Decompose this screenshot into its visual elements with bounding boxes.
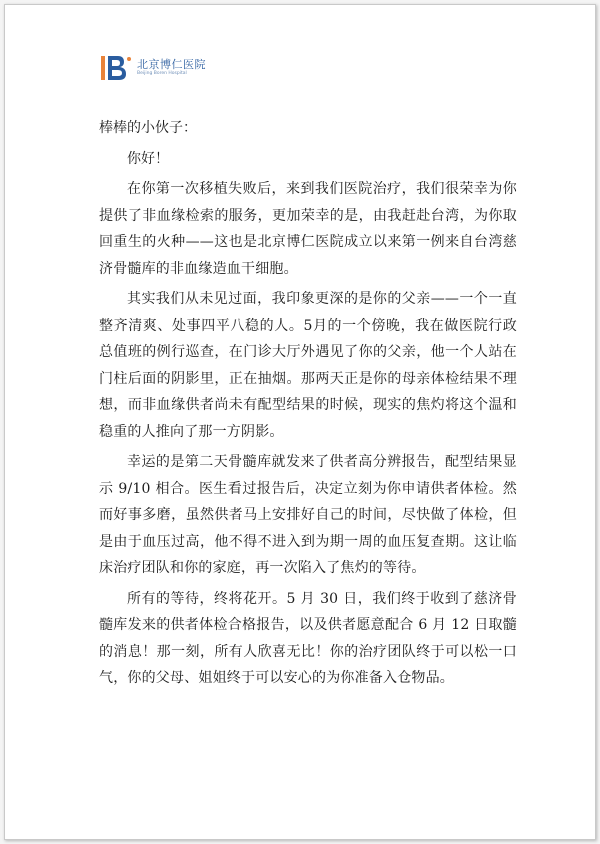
letter-greeting: 你好！ — [127, 150, 169, 167]
hospital-logo-mark-icon — [99, 53, 133, 83]
hospital-name-cn: 北京博仁医院 — [137, 58, 206, 72]
letter-paragraph: 其实我们从未见过面，我印象更深的是你的父亲——一个一直整齐清爽、处事四平八稳的人。5月的一个傍晚，我在做医院行政总值班的例行巡查，在门诊大厅外遇见了你的父亲，他一个人站在门柱后面的阴影里，正在抽烟。那两天正是你的母亲体检结果不理想，而非血缘供者尚未有配型结果的时候，现实的焦灼将这个温和稳重的人推向了那一方阴影。 — [99, 291, 517, 440]
letter-body — [99, 115, 517, 692]
hospital-name-en: Beijing Boren Hospital — [137, 71, 187, 77]
letter-paragraph: 幸运的是第二天骨髓库就发来了供者高分辨报告，配型结果显示 9/10 相合。医生看过报告后，决定立刻为你申请供者体检。然而好事多磨，虽然供者马上安排好自己的时间，尽快做了体检，但是由于血压过高，他不得不进入到为期一周的血压复查期。这让临床治疗团队和你的家庭，再一次陷入了焦灼的等待。 — [99, 454, 517, 576]
hospital-logo — [99, 53, 206, 83]
letter-paragraph: 在你第一次移植失败后，来到我们医院治疗，我们很荣幸为你提供了非血缘检索的服务，更加荣幸的是，由我赶赴台湾，为你取回重生的火种——这也是北京博仁医院成立以来第一例来自台湾慈济骨髓库的非血缘造血干细胞。 — [99, 181, 517, 277]
letter-page — [4, 4, 596, 840]
letter-salutation: 棒棒的小伙子： — [99, 120, 197, 136]
letter-paragraph: 所有的等待，终将花开。5 月 30 日，我们终于收到了慈济骨髓库发来的供者体检合格报告，以及供者愿意配合 6 月 12 日取髓的消息！那一刻，所有人欣喜无比！你的治疗团队终于可以松一口气，你的父母、姐姐终于可以安心的为你准备入仓物品。 — [99, 590, 517, 686]
